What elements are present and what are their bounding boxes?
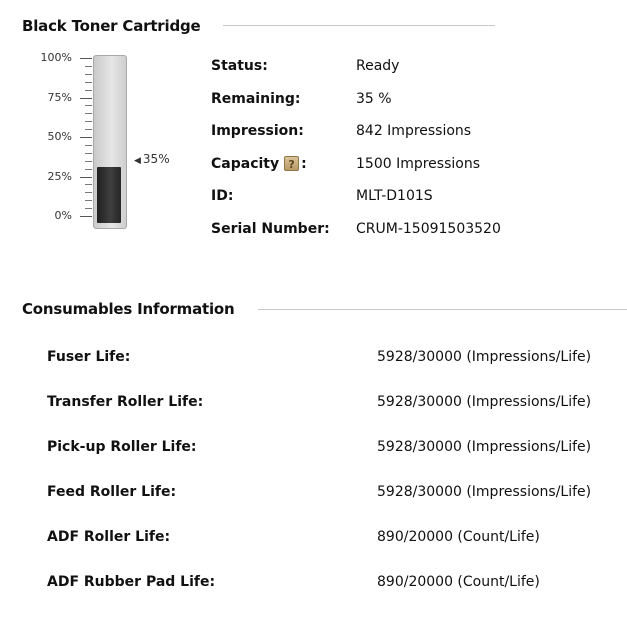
toner-row-serial bbox=[211, 221, 330, 237]
gauge-major-tick bbox=[80, 216, 92, 217]
gauge-minor-tick bbox=[85, 105, 92, 106]
gauge-scale-label: 100% bbox=[40, 51, 72, 64]
toner-status-value: Ready bbox=[356, 58, 400, 74]
consumable-transfer-roller-value: 5928/30000 (Impressions/Life) bbox=[377, 394, 592, 410]
toner-level-label: 35% bbox=[142, 152, 170, 166]
consumables-section-title: Consumables Information bbox=[22, 300, 235, 318]
toner-row-id bbox=[211, 188, 233, 204]
toner-gauge-fill bbox=[97, 167, 121, 223]
gauge-minor-tick bbox=[85, 66, 92, 67]
gauge-minor-tick bbox=[85, 153, 92, 154]
gauge-scale-label: 75% bbox=[47, 90, 72, 104]
gauge-minor-tick bbox=[85, 129, 92, 130]
gauge-major-tick bbox=[80, 137, 92, 138]
toner-serial-value: CRUM-15091503520 bbox=[356, 221, 501, 237]
toner-impression-value-cell bbox=[356, 123, 471, 139]
toner-capacity-label-suffix: : bbox=[301, 156, 307, 172]
toner-remaining-value: 35 % bbox=[356, 91, 392, 107]
gauge-major-tick bbox=[80, 58, 92, 59]
gauge-minor-tick bbox=[85, 90, 92, 91]
toner-gauge-scale bbox=[80, 58, 92, 221]
gauge-minor-tick bbox=[85, 184, 92, 185]
toner-section-divider bbox=[223, 25, 495, 26]
toner-level-indicator bbox=[134, 152, 170, 166]
help-icon[interactable]: ? bbox=[284, 156, 299, 171]
toner-section-title: Black Toner Cartridge bbox=[22, 17, 201, 35]
consumable-feed-roller-value: 5928/30000 (Impressions/Life) bbox=[377, 484, 592, 500]
toner-capacity-value-cell bbox=[356, 156, 480, 172]
toner-level-gauge bbox=[93, 55, 127, 229]
consumable-pickup-roller-label: Pick-up Roller Life: bbox=[47, 439, 197, 455]
level-pointer-icon: ◀ bbox=[134, 156, 141, 166]
gauge-scale-label: 50% bbox=[47, 130, 72, 143]
gauge-minor-tick bbox=[85, 169, 92, 170]
toner-serial-value-cell bbox=[356, 221, 501, 237]
toner-row-impression bbox=[211, 123, 304, 139]
consumable-fuser-value: 5928/30000 (Impressions/Life) bbox=[377, 349, 592, 365]
consumable-adf-rubber-pad-value: 890/20000 (Count/Life) bbox=[377, 574, 540, 590]
toner-capacity-label: Capacity bbox=[211, 156, 280, 172]
toner-row-remaining bbox=[211, 91, 300, 107]
consumable-adf-roller-value: 890/20000 (Count/Life) bbox=[377, 529, 540, 545]
consumable-feed-roller-label: Feed Roller Life: bbox=[47, 484, 177, 500]
toner-id-value: MLT-D101S bbox=[356, 188, 433, 204]
consumable-fuser-label: Fuser Life: bbox=[47, 349, 131, 365]
toner-impression-label: Impression: bbox=[211, 123, 304, 139]
toner-row-status bbox=[211, 58, 268, 74]
gauge-major-tick bbox=[80, 177, 92, 178]
gauge-minor-tick bbox=[85, 74, 92, 75]
gauge-minor-tick bbox=[85, 121, 92, 122]
gauge-minor-tick bbox=[85, 82, 92, 83]
toner-impression-value: 842 Impressions bbox=[356, 123, 472, 139]
consumable-pickup-roller-value: 5928/30000 (Impressions/Life) bbox=[377, 439, 592, 455]
gauge-minor-tick bbox=[85, 145, 92, 146]
toner-status-value-cell bbox=[356, 58, 399, 74]
toner-row-capacity bbox=[211, 156, 307, 172]
consumables-section-divider bbox=[258, 309, 627, 310]
consumable-adf-roller-label: ADF Roller Life: bbox=[47, 529, 171, 545]
toner-capacity-value: 1500 Impressions bbox=[356, 156, 481, 172]
consumable-adf-rubber-pad-label: ADF Rubber Pad Life: bbox=[47, 574, 216, 590]
toner-remaining-value-cell bbox=[356, 91, 392, 107]
toner-id-label: ID: bbox=[211, 188, 234, 204]
toner-status-label: Status: bbox=[211, 58, 268, 74]
toner-id-value-cell bbox=[356, 188, 433, 204]
gauge-scale-label: 0% bbox=[54, 209, 72, 222]
gauge-minor-tick bbox=[85, 161, 92, 162]
gauge-scale-label: 25% bbox=[47, 169, 72, 183]
gauge-minor-tick bbox=[85, 208, 92, 209]
toner-remaining-label: Remaining: bbox=[211, 91, 301, 107]
gauge-major-tick bbox=[80, 98, 92, 99]
toner-serial-label: Serial Number: bbox=[211, 221, 330, 237]
gauge-minor-tick bbox=[85, 200, 92, 201]
gauge-minor-tick bbox=[85, 192, 92, 193]
consumable-transfer-roller-label: Transfer Roller Life: bbox=[47, 394, 204, 410]
gauge-minor-tick bbox=[85, 113, 92, 114]
